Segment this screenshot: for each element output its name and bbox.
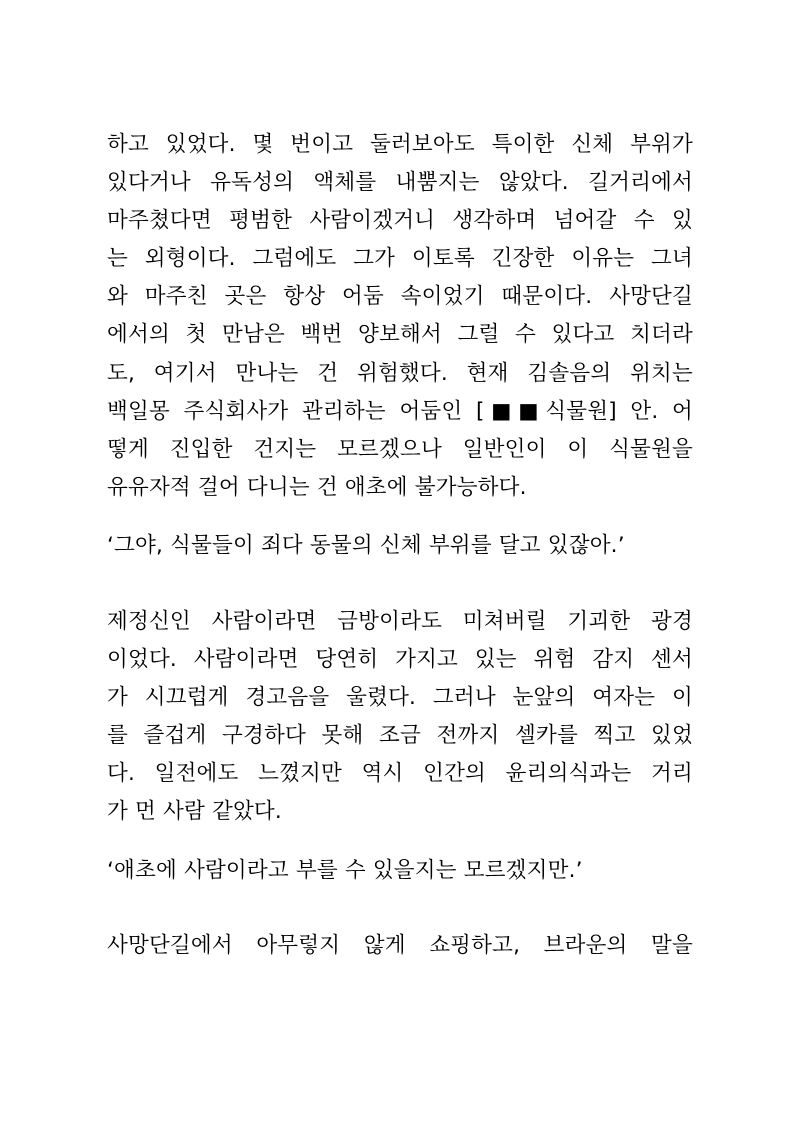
text-line: 는 외형이다. 그럼에도 그가 이토록 긴장한 이유는 그녀 xyxy=(107,246,693,272)
text-line: 에서의 첫 만남은 백번 양보해서 그럴 수 있다고 치더라 xyxy=(107,322,693,348)
text-line: 제정신인 사람이라면 금방이라도 미쳐버릴 기괴한 광경 xyxy=(107,609,693,634)
paragraph-5 xyxy=(107,927,693,965)
text-line: ‘그야, 식물들이 죄다 동물의 신체 부위를 달고 있잖아.’ xyxy=(107,533,625,558)
paragraph-3 xyxy=(107,603,693,832)
text-line: 다. 일전에도 느꼈지만 역시 인간의 윤리의식과는 거리 xyxy=(107,761,693,787)
text-line: 와 마주친 곳은 항상 어둠 속이었기 때문이다. 사망단길 xyxy=(107,284,693,310)
text-line: 떻게 진입한 건지는 모르겠으나 일반인이 이 식물원을 xyxy=(107,436,693,462)
text-line: 를 즐겁게 구경하다 못해 조금 전까지 셀카를 찍고 있었 xyxy=(107,723,693,749)
text-line: 마주쳤다면 평범한 사람이겠거니 생각하며 넘어갈 수 있 xyxy=(107,208,693,234)
text-line: ‘애초에 사람이라고 부를 수 있을지는 모르겠지만.’ xyxy=(107,858,583,883)
text-line: 하고 있었다. 몇 번이고 둘러보아도 특이한 신체 부위가 xyxy=(107,132,693,157)
text-line: 가 먼 사람 같았다. xyxy=(107,799,282,825)
text-line: 이었다. 사람이라면 당연히 가지고 있는 위험 감지 센서 xyxy=(107,647,693,673)
paragraph-2 xyxy=(107,527,693,565)
text-line: 있다거나 유독성의 액체를 내뿜지는 않았다. 길거리에서 xyxy=(107,170,693,196)
paragraph-4 xyxy=(107,852,693,890)
text-line: 가 시끄럽게 경고음을 울렸다. 그러나 눈앞의 여자는 이 xyxy=(107,685,693,711)
paragraph-1 xyxy=(107,126,693,507)
text-line: 유유자적 걸어 다니는 건 애초에 불가능하다. xyxy=(107,474,527,500)
text-line: 백일몽 주식회사가 관리하는 어둠인 [■■식물원] 안. 어 xyxy=(107,398,693,424)
text-line: 도, 여기서 만나는 건 위험했다. 현재 김솔음의 위치는 xyxy=(107,360,693,386)
text-line: 사망단길에서 아무렇지 않게 쇼핑하고, 브라운의 말을 xyxy=(107,933,693,958)
